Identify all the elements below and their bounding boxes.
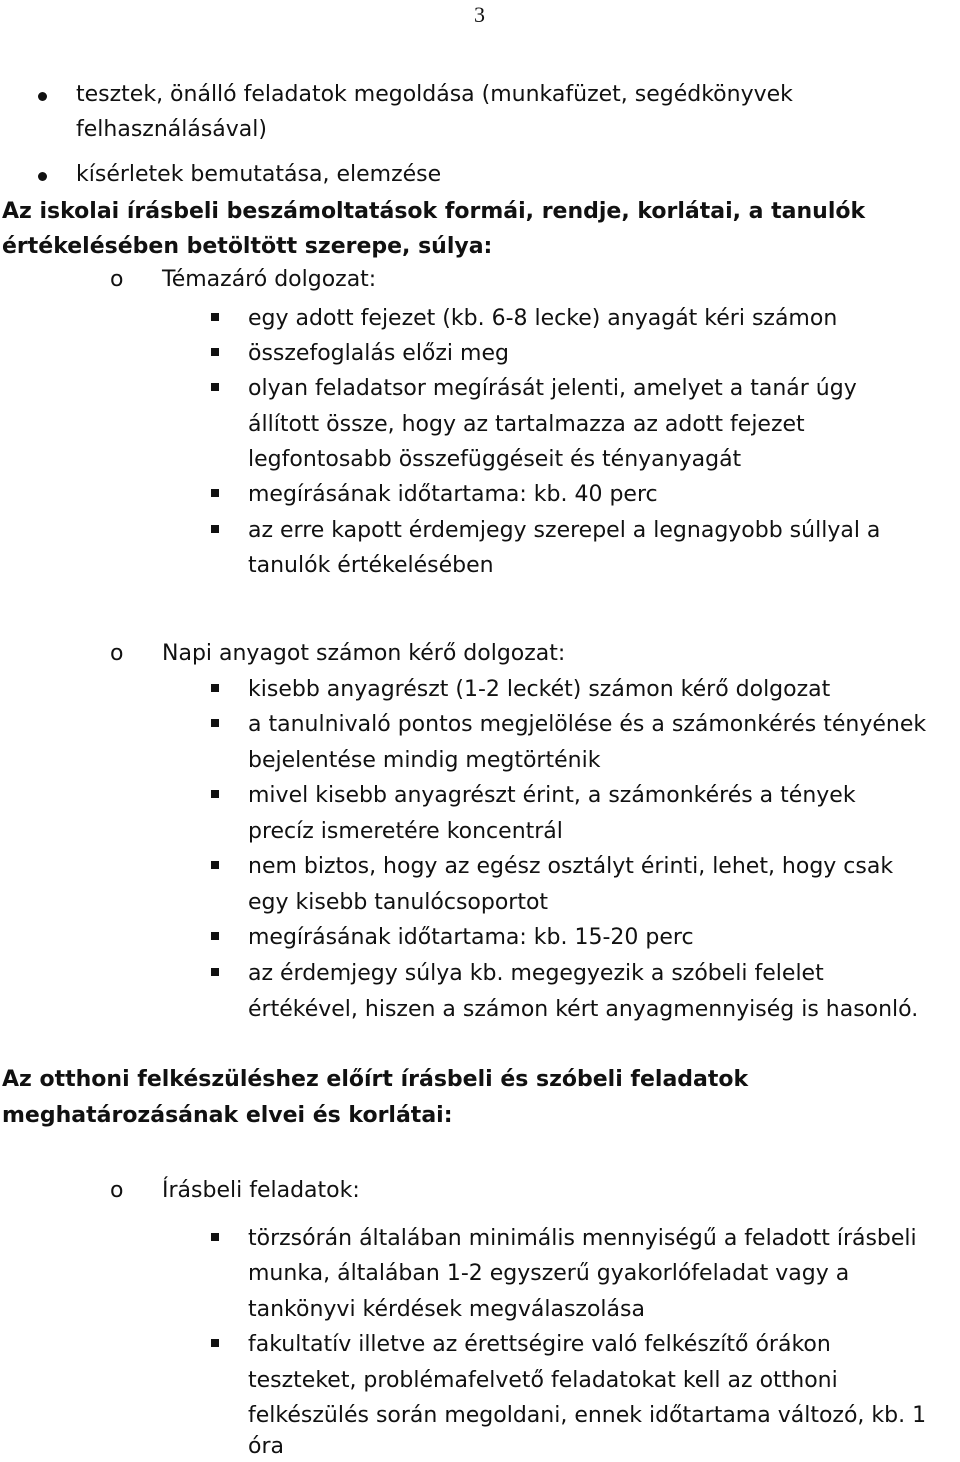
circle-bullet-icon: o [110,267,124,292]
list-item-line: munka, általában 1-2 egyszerű gyakorlófeladat vagy a [248,1261,850,1286]
heading-line: Az otthoni felkészüléshez előírt írásbeli és szóbeli feladatok [2,1067,749,1092]
list-item-line: törzsórán általában minimális mennyiségű a feladott írásbeli [248,1226,917,1251]
list-item-line: az erre kapott érdemjegy szerepel a legnagyobb súllyal a [248,518,881,543]
list-item-line: megírásának időtartama: kb. 15-20 perc [248,925,694,950]
list-item-line: felhasználásával) [76,117,267,142]
list-item-line: állított össze, hogy az tartalmazza az adott fejezet [248,412,805,437]
heading-line: értékelésében betöltött szerepe, súlya: [2,234,493,259]
circle-bullet-icon: o [110,1178,124,1203]
list-item-line: precíz ismeretére koncentrál [248,819,563,844]
list-item-line: olyan feladatsor megírását jelenti, amelyet a tanár úgy [248,376,857,401]
list-item-line: nem biztos, hogy az egész osztályt érinti, lehet, hogy csak [248,854,894,879]
list-item-line: egy adott fejezet (kb. 6-8 lecke) anyagát kéri számon [248,306,838,331]
list-item-line: óra [248,1434,284,1459]
square-bullet-icon [211,684,219,692]
subsection-title: Napi anyagot számon kérő dolgozat: [162,641,566,666]
list-item-line: a tanulnivaló pontos megjelölése és a számonkérés tényének [248,712,927,737]
subsection-title: Írásbeli feladatok: [162,1178,360,1203]
list-item-line: mivel kisebb anyagrészt érint, a számonkérés a tények [248,783,856,808]
list-item-line: fakultatív illetve az érettségire való felkészítő órákon [248,1332,831,1357]
square-bullet-icon [211,383,219,391]
list-item-line: értékével, hiszen a számon kért anyagmennyiség is hasonló. [248,997,919,1022]
square-bullet-icon [211,861,219,869]
heading-line: Az iskolai írásbeli beszámoltatások formái, rendje, korlátai, a tanulók [2,199,866,224]
square-bullet-icon [211,968,219,976]
list-item-line: kísérletek bemutatása, elemzése [76,162,442,187]
square-bullet-icon [211,1233,219,1241]
square-bullet-icon [211,348,219,356]
list-item-line: az érdemjegy súlya kb. megegyezik a szóbeli felelet [248,961,824,986]
list-item-line: kisebb anyagrészt (1-2 leckét) számon kérő dolgozat [248,677,831,702]
list-item-line: tesztek, önálló feladatok megoldása (munkafüzet, segédkönyvek [76,82,793,107]
square-bullet-icon [211,525,219,533]
list-item-line: összefoglalás előzi meg [248,341,509,366]
list-item-line: megírásának időtartama: kb. 40 perc [248,482,658,507]
subsection-title: Témazáró dolgozat: [162,267,377,292]
square-bullet-icon [211,790,219,798]
list-item-line: teszteket, problémafelvető feladatokat kell az otthoni [248,1368,838,1393]
page-number: 3 [474,2,485,27]
bullet-dot-icon [38,172,47,181]
list-item-line: tanulók értékelésében [248,553,494,578]
square-bullet-icon [211,932,219,940]
list-item-line: felkészülés során megoldani, ennek időtartama változó, kb. 1 [248,1403,927,1428]
square-bullet-icon [211,489,219,497]
list-item-line: legfontosabb összefüggéseit és tényanyagát [248,447,742,472]
circle-bullet-icon: o [110,641,124,666]
square-bullet-icon [211,1339,219,1347]
list-item-line: bejelentése mindig megtörténik [248,748,601,773]
square-bullet-icon [211,313,219,321]
square-bullet-icon [211,719,219,727]
bullet-dot-icon [38,92,47,101]
list-item-line: egy kisebb tanulócsoportot [248,890,549,915]
list-item-line: tankönyvi kérdések megválaszolása [248,1297,645,1322]
heading-line: meghatározásának elvei és korlátai: [2,1103,453,1128]
